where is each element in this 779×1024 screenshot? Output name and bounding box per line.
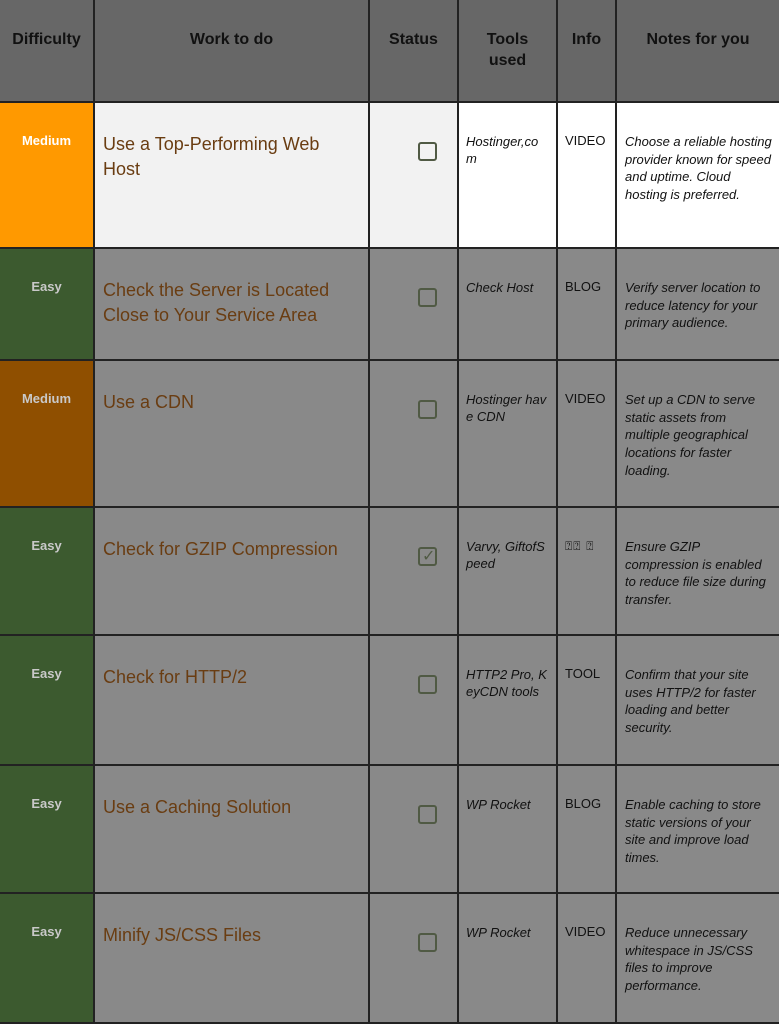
status-cell [370,766,459,894]
difficulty-badge: Easy [0,508,95,636]
header-notes: Notes for you [617,0,779,103]
status-cell [370,361,459,508]
info-link[interactable]: VIDEO [558,361,617,508]
info-link[interactable]: VIDEO [558,894,617,1024]
tools-cell: Check Host [459,249,558,361]
header-tools: Tools used [459,0,558,103]
status-checkbox[interactable] [418,400,437,419]
tools-cell: Hostinger have CDN [459,361,558,508]
task-title: Use a CDN [95,361,370,508]
notes-cell: Enable caching to store static versions of your site and improve load times. [617,766,779,894]
table-row [0,894,779,1024]
table-row [0,636,779,766]
table-row [0,103,779,249]
tools-cell: Varvy, GiftofSpeed [459,508,558,636]
table-row [0,508,779,636]
status-cell [370,508,459,636]
notes-cell: Reduce unnecessary whitespace in JS/CSS files to improve performance. [617,894,779,1024]
header-work: Work to do [95,0,370,103]
status-checkbox-checked[interactable] [418,547,437,566]
notes-cell: Confirm that your site uses HTTP/2 for faster loading and better security. [617,636,779,766]
status-cell [370,249,459,361]
task-title: Check for HTTP/2 [95,636,370,766]
info-link[interactable]: VIDEO [558,103,617,249]
status-checkbox[interactable] [418,142,437,161]
status-cell [370,103,459,249]
info-link[interactable]: TOOL [558,636,617,766]
task-title: Check for GZIP Compression [95,508,370,636]
tools-cell: Hostinger,com [459,103,558,249]
notes-cell: Ensure GZIP compression is enabled to reduce file size during transfer. [617,508,779,636]
task-title: Minify JS/CSS Files [95,894,370,1024]
header-status: Status [370,0,459,103]
tools-cell: WP Rocket [459,894,558,1024]
difficulty-badge: Medium [0,361,95,508]
status-checkbox[interactable] [418,805,437,824]
info-link[interactable]: BLOG [558,766,617,894]
missing-glyph-icon: ⍰⍰ ⍰ [565,539,595,553]
status-cell [370,636,459,766]
tools-cell: WP Rocket [459,766,558,894]
difficulty-badge: Medium [0,103,95,249]
notes-cell: Choose a reliable hosting provider known for speed and uptime. Cloud hosting is preferred. [617,103,779,249]
tools-cell: HTTP2 Pro, KeyCDN tools [459,636,558,766]
info-link[interactable] [558,508,617,636]
status-checkbox[interactable] [418,933,437,952]
status-checkbox[interactable] [418,288,437,307]
info-link[interactable]: BLOG [558,249,617,361]
difficulty-badge: Easy [0,636,95,766]
table-header [0,0,779,103]
table-row [0,249,779,361]
status-cell [370,894,459,1024]
difficulty-badge: Easy [0,249,95,361]
task-title: Use a Top-Performing Web Host [95,103,370,249]
difficulty-badge: Easy [0,894,95,1024]
task-title: Check the Server is Located Close to Your Service Area [95,249,370,361]
status-checkbox[interactable] [418,675,437,694]
table-row [0,361,779,508]
table-row [0,766,779,894]
notes-cell: Set up a CDN to serve static assets from multiple geographical locations for faster loading. [617,361,779,508]
header-difficulty: Difficulty [0,0,95,103]
notes-cell: Verify server location to reduce latency for your primary audience. [617,249,779,361]
header-info: Info [558,0,617,103]
task-title: Use a Caching Solution [95,766,370,894]
difficulty-badge: Easy [0,766,95,894]
